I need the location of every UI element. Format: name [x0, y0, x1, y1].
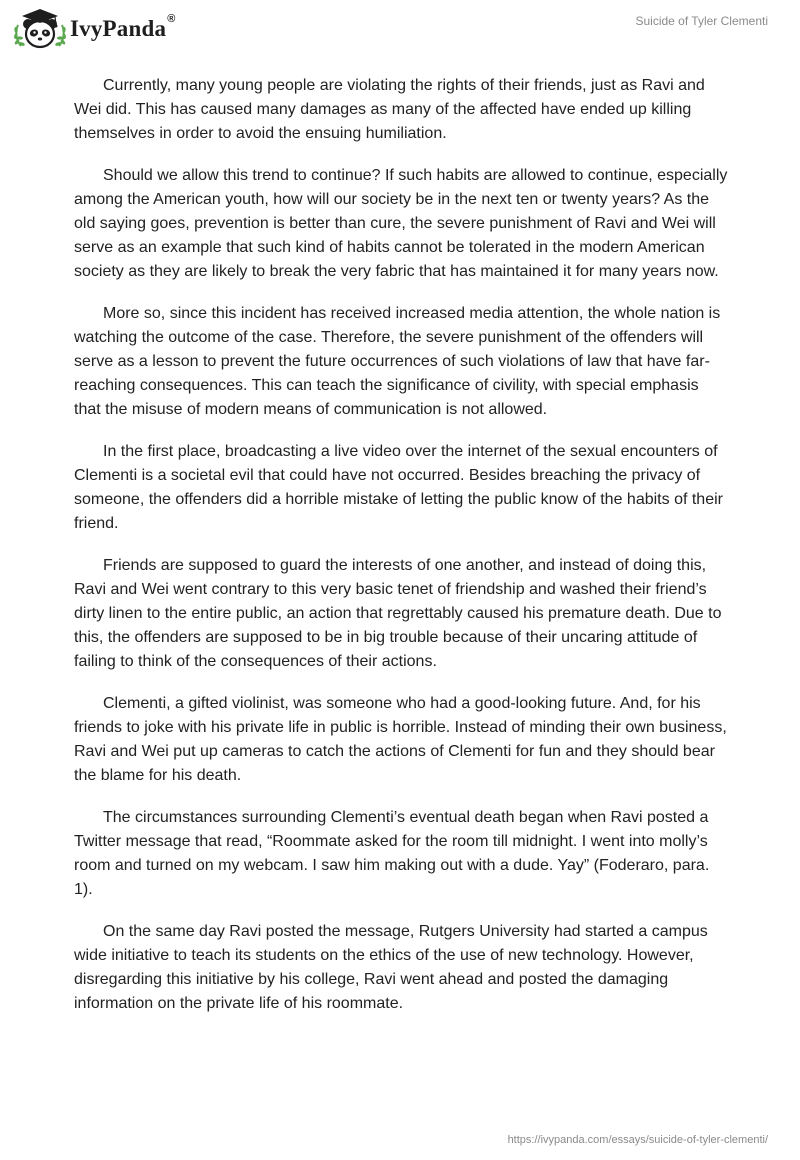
paragraph: More so, since this incident has received increased media attention, the whole nation is watching the outcome of the case. Therefore, the severe punishment of the offenders will serve as a lesson to prevent the future occurrences of such violations of law that have far-reaching consequences. This can teach the significance of civility, with special emphasis that the misuse of modern means of communication is not allowed.: [74, 305, 721, 418]
document-title: Suicide of Tyler Clementi: [635, 14, 768, 28]
paragraph: Currently, many young people are violating the rights of their friends, just as Ravi and Wei did. This has caused many damages as many of the affected have ended up killing themselves in order to avoid the ensuing humiliation.: [74, 77, 705, 142]
registered-mark: ®: [167, 13, 176, 25]
paragraph: On the same day Ravi posted the message, Rutgers University had started a campus wide initiative to teach its students on the ethics of the use of new technology. However, disregarding this initiative by his college, Ravi went ahead and posted the damaging information on the private life of his roommate.: [74, 923, 708, 1012]
paragraph: Should we allow this trend to continue? If such habits are allowed to continue, especially among the American youth, how will our society be in the next ten or twenty years? As the old saying goes, prevention is better than cure, the severe punishment of Ravi and Wei will serve as an example that such kind of habits cannot be tolerated in the modern American society as they are likely to break the very fabric that has maintained it for many years now.: [74, 167, 728, 280]
page-header: [0, 0, 800, 60]
logo-wordmark: IvyPanda®: [70, 13, 176, 41]
essay-body: [74, 74, 728, 1034]
panda-graduate-icon: [13, 6, 67, 52]
paragraph: The circumstances surrounding Clementi’s eventual death began when Ravi posted a Twitter message that read, “Roommate asked for the room till midnight. I went into molly’s room and turned on my webcam. I saw him making out with a dude. Yay” (Foderaro, para. 1).: [74, 809, 710, 898]
source-url[interactable]: https://ivypanda.com/essays/suicide-of-tyler-clementi/: [507, 1134, 768, 1146]
paragraph: Clementi, a gifted violinist, was someone who had a good-looking future. And, for his friends to joke with his private life in public is horrible. Instead of minding their own business, Ravi and Wei put up cameras to catch the actions of Clementi for fun and they should bear the blame for his death.: [74, 695, 727, 784]
paragraph: In the first place, broadcasting a live video over the internet of the sexual encounters of Clementi is a societal evil that could have not occurred. Besides breaching the privacy of someone, the offenders did a horrible mistake of letting the public know of the habits of their friend.: [74, 443, 723, 532]
ivypanda-logo[interactable]: [13, 6, 176, 52]
paragraph: Friends are supposed to guard the interests of one another, and instead of doing this, Ravi and Wei went contrary to this very basic tenet of friendship and washed their friend’s dirty linen to the entire public, an action that regrettably caused his premature death. Due to this, the offenders are supposed to be in big trouble because of their uncaring attitude of failing to think of the consequences of their actions.: [74, 557, 722, 670]
